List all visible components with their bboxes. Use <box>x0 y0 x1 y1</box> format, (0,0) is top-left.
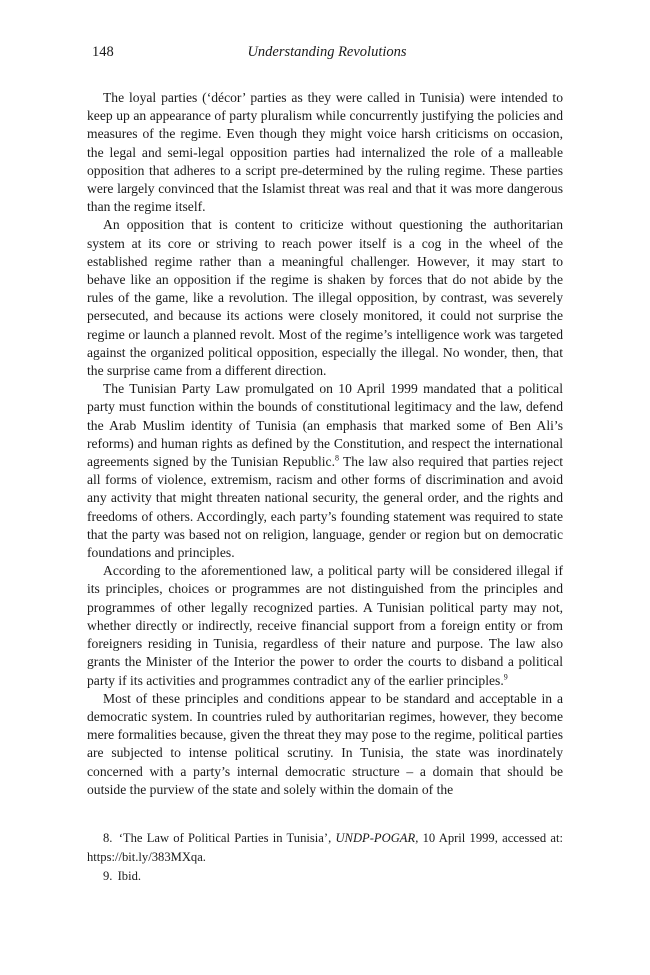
footnote-number: 9. <box>103 869 113 883</box>
footnote: 8. ‘The Law of Political Parties in Tunisia’, UNDP-POGAR, 10 April 1999, accessed at: https://bit.ly/383MXqa. <box>87 831 563 864</box>
footnote: 9. Ibid. <box>103 869 142 883</box>
running-head: Understanding Revolutions <box>247 44 407 60</box>
paragraph: An opposition that is content to criticize without questioning the authoritarian system at its core or striving to reach power itself is a cog in the wheel of the established regime rather than a meaningful challenger. However, it may start to behave like an opposition if the regime is shaken by forces that do not abide by the rules of the game, like a revolution. The illegal opposition, by contrast, was severely persecuted, and because its actions were closely monitored, it could not surprise the regime or launch a planned revolt. Most of the regime’s intelligence work was targeted against the organized political opposition, especially the illegal. No wonder, then, that the surprise came from a different direction. <box>87 217 563 379</box>
page-header <box>92 44 562 64</box>
footnote-number: 8. <box>103 831 113 845</box>
paragraph: The Tunisian Party Law promulgated on 10 April 1999 mandated that a political party must function within the bounds of constitutional legitimacy and the law, defend the Arab Muslim identity of Tunisia (an emphasis that marked some of Ben Ali’s reforms) and human rights as defined by the Constitution, and respect the international agreements signed by the Tunisian Republic.$^8$ The law also required that parties reject all forms of violence, extremism, racism and other forms of discrimination and avoid any activity that might threaten national security, the general order, and the rights and freedoms of others. Accordingly, each party’s founding statement was required to state that the party was based not on religion, language, gender or region but on democratic foundations and principles. <box>87 381 564 561</box>
footnote-marker[interactable]: 8 <box>335 453 339 463</box>
footnotes <box>87 829 563 886</box>
footnote-source: UNDP-POGAR, <box>335 831 419 845</box>
footnote-marker[interactable]: 9 <box>503 671 508 681</box>
paragraph: According to the aforementioned law, a political party will be considered illegal if its principles, choices or programmes are not distinguished from the principles and programmes of other legally recognized parties. A Tunisian political party may not, whether directly or indirectly, receive financial support from a foreign entity or from foreigners residing in Tunisia, regardless of their nature and purpose. The law also grants the Minister of the Interior the power to order the courts to disband a political party if its activities and programmes contradict any of the earlier principles.$^9$ <box>87 563 563 688</box>
paragraph: The loyal parties (‘décor’ parties as they were called in Tunisia) were intended to keep up an appearance of party pluralism while concurrently justifying the policies and measures of the regime. Even though they might voice harsh criticisms on occasion, the legal and semi-legal opposition parties had internalized the role of a malleable opposition that adheres to a script pre-determined by the ruling regime. These parties were largely convinced that the Islamist threat was real and that it was more dangerous than the regime itself. <box>87 90 563 215</box>
paragraph: Most of these principles and conditions appear to be standard and acceptable in a democratic system. In countries ruled by authoritarian regimes, however, they become mere formalities because, given the threat they may pose to the regime, political parties are subjected to intense political scrutiny. In Tunisia, the state was inordinately concerned with a party’s internal democratic structure – a domain that should be outside the purview of the state and solely within the domain of the <box>87 690 563 797</box>
body-text <box>87 89 563 799</box>
page-number: 148 <box>92 44 114 60</box>
